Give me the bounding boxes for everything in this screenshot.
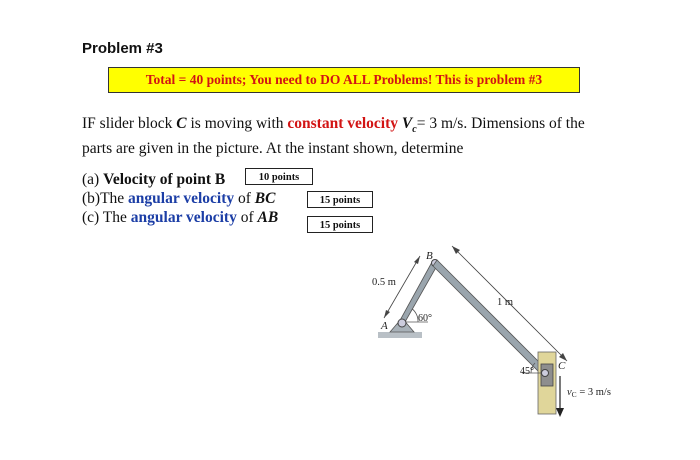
statement-text-2: is moving with xyxy=(186,115,288,132)
constant-velocity-phrase: constant velocity xyxy=(287,115,399,132)
pin-a xyxy=(398,319,406,327)
points-banner: Total = 40 points; You need to DO ALL Problems! This is problem #3 xyxy=(108,67,580,93)
link-bc xyxy=(433,260,547,376)
velocity-variable: $V_c$ xyxy=(401,115,417,136)
dimension-arrow-ab-bottom xyxy=(384,310,390,318)
question-c: (c) The angular velocity of AB xyxy=(82,209,279,226)
slider-variable: C xyxy=(176,115,187,132)
question-b: (b)The angular velocity of BC xyxy=(82,190,276,207)
question-a: (a) Velocity of point B xyxy=(82,171,226,188)
points-badge-a: 10 points xyxy=(245,168,313,185)
points-badge-b: 15 points xyxy=(307,191,373,208)
pin-c xyxy=(542,370,549,377)
label-b: B xyxy=(426,250,433,262)
dimension-label-bc: 1 m xyxy=(497,297,514,308)
label-c: C xyxy=(558,360,566,372)
question-a-subject: Velocity of point B xyxy=(103,171,226,188)
points-badge-c: 15 points xyxy=(307,216,373,233)
dimension-label-ab: 0.5 m xyxy=(372,277,396,288)
ground-support-a xyxy=(378,332,422,338)
label-a: A xyxy=(381,320,388,332)
statement-text-1: IF slider block xyxy=(82,115,177,132)
angle-label-a: 60° xyxy=(418,313,432,324)
velocity-arrowhead xyxy=(556,408,564,417)
angle-label-c: 45° xyxy=(520,366,534,377)
statement-text-3: parts are given in the picture. At the instant shown, determine xyxy=(82,140,464,158)
problem-title: Problem #3 xyxy=(82,40,163,57)
velocity-value: = 3 m/s. Dimensions of the xyxy=(416,115,585,132)
dimension-arrow-ab-top xyxy=(414,256,420,264)
velocity-label: vC = 3 m/s xyxy=(567,387,611,399)
